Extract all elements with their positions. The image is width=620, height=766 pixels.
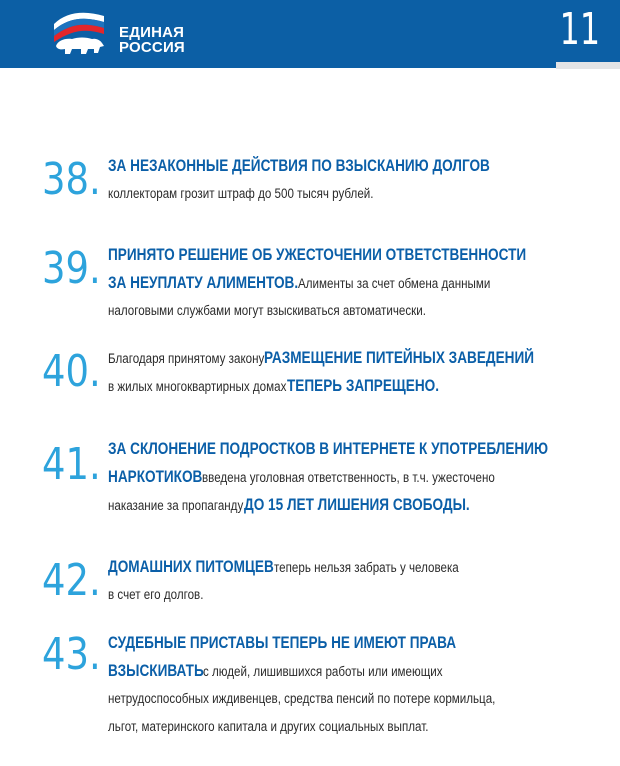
plain-text: налоговыми службами могут взыскиваться автоматически. <box>108 303 426 318</box>
fact-line <box>108 372 534 400</box>
brand-line-1: ЕДИНАЯ <box>119 24 185 41</box>
fact-number: 43. <box>42 629 101 680</box>
fact-line <box>108 491 548 519</box>
brand-line-2: РОССИЯ <box>119 39 185 56</box>
plain-text: Благодаря принятому закону <box>108 351 265 366</box>
highlight-text: НАРКОТИКОВ <box>108 467 203 486</box>
fact-line <box>108 553 459 581</box>
fact-line <box>108 713 496 741</box>
fact-number: 38. <box>42 154 101 205</box>
fact-line <box>108 297 526 325</box>
fact-line <box>108 152 490 180</box>
fact-line <box>108 463 548 491</box>
fact-line <box>108 435 548 463</box>
brand-name <box>119 25 185 55</box>
fact-text <box>108 553 459 609</box>
fact-number: 39. <box>42 243 101 294</box>
header-bar <box>0 0 620 68</box>
fact-line <box>108 241 526 269</box>
fact-line <box>108 344 534 372</box>
fact-line <box>108 180 490 208</box>
fact-line <box>108 581 459 609</box>
fact-number: 40. <box>42 346 101 397</box>
party-logo-icon <box>50 6 110 58</box>
highlight-text: ТЕПЕРЬ ЗАПРЕЩЕНО. <box>286 376 439 395</box>
fact-line <box>108 685 496 713</box>
fact-text <box>108 435 548 519</box>
plain-text: с людей, лишившихся работы или имеющих <box>203 664 443 679</box>
fact-text <box>108 629 496 741</box>
plain-text: льгот, материнского капитала и других социальных выплат. <box>108 719 429 734</box>
plain-text: в счет его долгов. <box>108 587 204 602</box>
highlight-text: ЗА СКЛОНЕНИЕ ПОДРОСТКОВ В ИНТЕРНЕТЕ К УПОТРЕБЛЕНИЮ <box>108 439 549 458</box>
highlight-text: ПРИНЯТО РЕШЕНИЕ ОБ УЖЕСТОЧЕНИИ ОТВЕТСТВЕННОСТИ <box>108 245 527 264</box>
highlight-text: ДО 15 ЛЕТ ЛИШЕНИЯ СВОБОДЫ. <box>243 495 470 514</box>
page-number: 11 <box>559 4 600 55</box>
fact-line <box>108 629 496 657</box>
fact-text <box>108 241 526 325</box>
highlight-text: ЗА НЕУПЛАТУ АЛИМЕНТОВ. <box>108 273 299 292</box>
plain-text: теперь нельзя забрать у человека <box>274 560 459 575</box>
plain-text: нетрудоспособных иждивенцев, средства пенсий по потере кормильца, <box>108 691 496 706</box>
plain-text: Алименты за счет обмена данными <box>297 276 491 291</box>
highlight-text: СУДЕБНЫЕ ПРИСТАВЫ ТЕПЕРЬ НЕ ИМЕЮТ ПРАВА <box>108 633 457 652</box>
highlight-text: РАЗМЕЩЕНИЕ ПИТЕЙНЫХ ЗАВЕДЕНИЙ <box>264 348 535 367</box>
plain-text: введена уголовная ответственность, в т.ч. ужесточено <box>202 470 496 485</box>
fact-text <box>108 344 534 400</box>
highlight-text: ВЗЫСКИВАТЬ <box>108 661 204 680</box>
fact-line <box>108 269 526 297</box>
plain-text: наказание за пропаганду <box>108 498 244 513</box>
tab-stripe <box>556 62 620 69</box>
plain-text: в жилых многоквартирных домах <box>108 379 287 394</box>
fact-text <box>108 152 490 208</box>
highlight-text: ЗА НЕЗАКОННЫЕ ДЕЙСТВИЯ ПО ВЗЫСКАНИЮ ДОЛГОВ <box>108 156 490 175</box>
fact-line <box>108 657 496 685</box>
highlight-text: ДОМАШНИХ ПИТОМЦЕВ <box>108 557 274 576</box>
fact-number: 41. <box>42 439 101 490</box>
fact-number: 42. <box>42 555 101 606</box>
plain-text: коллекторам грозит штраф до 500 тысяч рублей. <box>108 186 374 201</box>
